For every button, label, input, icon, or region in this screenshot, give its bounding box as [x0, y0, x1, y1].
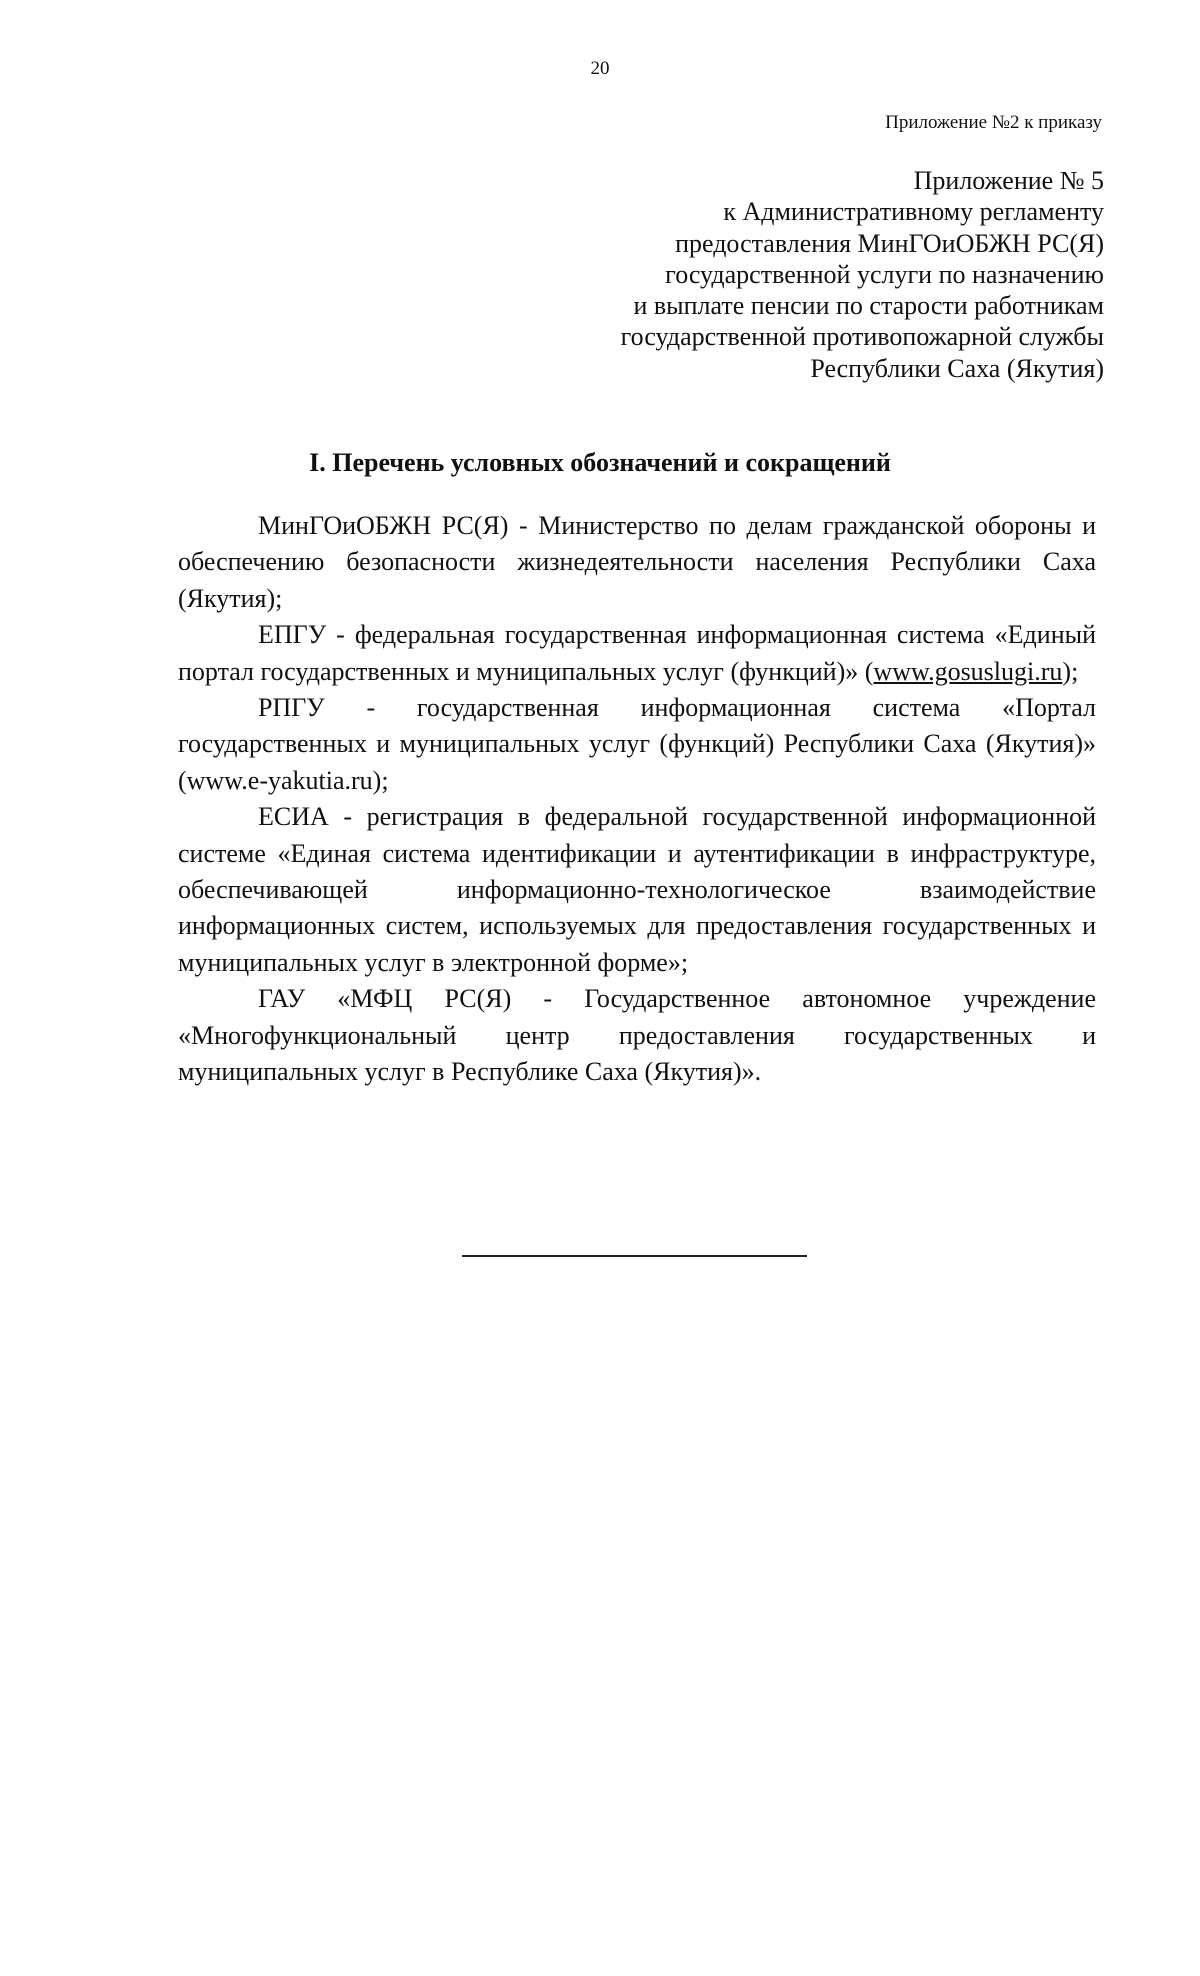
definition-epgu-text: ЕПГУ - федеральная государственная информационная система «Единый портал государственных и муниципальных услуг (функций)» ( [178, 620, 1096, 686]
appendix-line: и выплате пенсии по старости работникам [633, 291, 1104, 321]
appendix-line: предоставления МинГОиОБЖН РС(Я) [675, 228, 1104, 258]
definition-gau-mfc: ГАУ «МФЦ РС(Я) - Государственное автономное учреждение «Многофункциональный центр предоставления государственных и муниципальных услуг в Республике Саха (Якутия)». [178, 984, 1096, 1087]
appendix-line: Приложение № 5 [913, 166, 1104, 195]
appendix-line: к Административному регламенту [723, 197, 1104, 227]
appendix-line: государственной услуги по назначению [665, 259, 1104, 289]
end-divider [462, 1255, 807, 1257]
definition-mingo: МинГОиОБЖН РС(Я) - Министерство по делам гражданской обороны и обеспечению безопасности жизнедеятельности населения Республики Саха (Якутия); [178, 511, 1096, 613]
definition-rpgu: РПГУ - государственная информационная система «Портал государственных и муниципальных услуг (функций) Республики Саха (Якутия)» (www.e-yakutia.ru); [178, 693, 1096, 795]
page-number: 20 [590, 58, 610, 79]
section-title: I. Перечень условных обозначений и сокращений [309, 448, 891, 477]
appendix-line: государственной противопожарной службы [620, 322, 1104, 352]
gosuslugi-link[interactable]: www.gosuslugi.ru [873, 656, 1063, 686]
definition-epgu-tail: ); [1062, 656, 1079, 686]
appendix-header [621, 165, 1104, 384]
attachment-note: Приложение №2 к приказу [885, 112, 1102, 133]
definition-esia: ЕСИА - регистрация в федеральной государственной информационной системе «Единая система идентификации и аутентификации в инфраструктуре, обеспечивающей информационно-технологическое взаимодействие информационных систем, используемых для предоставления государственных и муниципальных услуг в электронной форме»; [178, 802, 1096, 977]
appendix-line: Республики Саха (Якутия) [810, 353, 1104, 383]
definitions-list [178, 508, 1096, 1091]
definition-epgu [178, 617, 1096, 690]
